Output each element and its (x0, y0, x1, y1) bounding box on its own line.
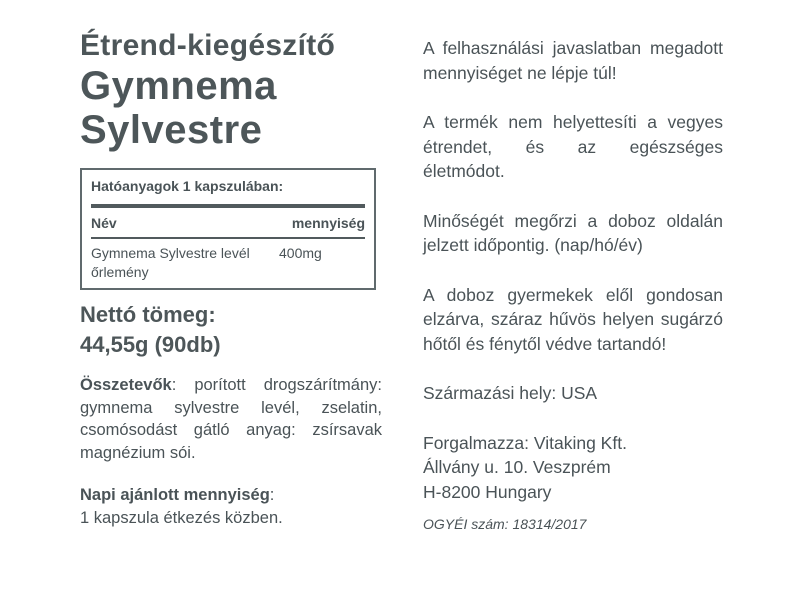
distributor-line2: Állvány u. 10. Veszprém (423, 457, 611, 477)
product-category: Étrend-kiegészítő (80, 29, 336, 62)
ingredients (80, 374, 382, 464)
daily-dose-colon: : (269, 486, 275, 504)
warning-diet: A termék nem helyettesíti a vegyes étrendet, és az egészséges életmódot. (423, 112, 723, 181)
product-title-line1: Gymnema (80, 64, 277, 108)
distributor-line3: H-8200 Hungary (423, 481, 552, 502)
registration-number: OGYÉI szám: 18314/2017 (423, 516, 587, 532)
origin: Származási hely: USA (423, 383, 598, 403)
daily-dose-label: Napi ajánlott mennyiség (80, 486, 270, 504)
net-weight-value: 44,55g (90db) (80, 332, 221, 357)
storage-note: A doboz gyermekek elől gondosan elzárva, száraz hűvös helyen sugárzó hőtől és fénytől védve tartandó! (423, 284, 723, 354)
active-ingredients-table (80, 168, 376, 290)
label-left-column (80, 28, 382, 529)
net-weight (80, 300, 382, 360)
distributor-line1: Forgalmazza: Vitaking Kft. (423, 432, 627, 453)
header-name: Név (91, 215, 117, 231)
best-before-note: Minőségét megőrzi a doboz oldalán jelzett időpontig. (nap/hó/év) (423, 210, 723, 255)
product-title-line2: Sylvestre (80, 108, 263, 152)
net-weight-label: Nettó tömeg: (80, 302, 216, 327)
distributor (423, 431, 723, 505)
daily-dose (80, 484, 382, 529)
table-header (91, 208, 365, 239)
cell-name: Gymnema Sylvestre levél őrlemény (91, 245, 250, 280)
cell-amount: 400mg (279, 245, 322, 261)
table-caption: Hatóanyagok 1 kapszulában: (91, 176, 365, 208)
label-right-column (423, 36, 723, 533)
ingredients-label: Összetevők (80, 376, 172, 394)
warning-dosage: A felhasználási javaslatban megadott mennyiséget ne lépje túl! (423, 38, 723, 83)
table-row (91, 239, 365, 282)
ingredients-text: : porított drogszárítmány: gymnema sylvestre levél, zselatin, csomósodást gátló anyag: zsírsavak magnézium sói. (80, 376, 382, 462)
daily-dose-text: 1 kapszula étkezés közben. (80, 508, 283, 527)
header-amount: mennyiség (291, 215, 365, 231)
